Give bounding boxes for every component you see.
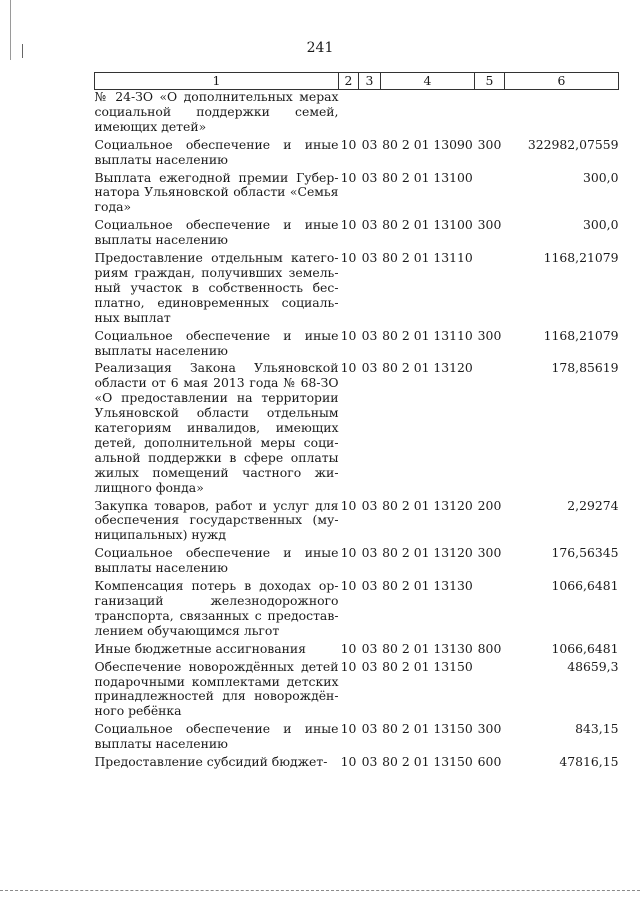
- row-target-code: 80 2 01 13150: [382, 754, 473, 770]
- table-row: [95, 215, 619, 248]
- row-target-code: 80 2 01 13110: [382, 327, 473, 343]
- row-section: 10: [340, 497, 357, 513]
- row-amount: 176,56345: [551, 545, 619, 561]
- row-target-code: 80 2 01 13130: [382, 640, 473, 656]
- row-name: Иные бюджетные ассигнования: [94, 640, 306, 656]
- row-name: Социальное обеспечение и иные выплаты населению: [94, 136, 339, 167]
- row-subsection: 03: [361, 658, 378, 674]
- row-amount: 178,85619: [551, 360, 619, 376]
- row-section: 10: [340, 360, 357, 376]
- row-subsection: 03: [361, 136, 378, 152]
- table-row: [95, 752, 619, 770]
- row-expense-type: 800: [477, 640, 502, 656]
- row-expense-type: [475, 358, 505, 495]
- row-subsection: 03: [361, 169, 378, 185]
- row-target-code: 80 2 01 13120: [382, 545, 473, 561]
- row-subsection: 03: [361, 754, 378, 770]
- row-target-code: 80 2 01 13100: [382, 169, 473, 185]
- row-name: Закупка товаров, работ и услуг для обеспечения государственных (муниципальных) нужд: [94, 497, 339, 543]
- column-header-2: 2: [339, 73, 359, 90]
- column-header-3: 3: [359, 73, 381, 90]
- row-amount: 2,29274: [567, 497, 619, 513]
- row-amount: [505, 90, 619, 135]
- table-row: [95, 248, 619, 326]
- table-row: [95, 719, 619, 752]
- column-header-4: 4: [381, 73, 475, 90]
- table-row: [95, 135, 619, 168]
- row-expense-type: 200: [477, 497, 502, 513]
- row-section: 10: [340, 327, 357, 343]
- row-name: Социальное обеспечение и иные выплаты населению: [94, 217, 339, 248]
- row-amount: 48659,3: [567, 658, 619, 674]
- row-name: № 24-ЗО «О дополнительных мерах социальной поддержки семей, имеющих детей»: [94, 89, 339, 134]
- row-subsection: [359, 90, 381, 135]
- row-target-code: 80 2 01 13150: [382, 658, 473, 674]
- table-row: [95, 496, 619, 544]
- row-target-code: 80 2 01 13110: [382, 250, 473, 266]
- row-name: Компенсация потерь в доходах организаций железнодорожного транспорта, связанных с предоставлением обучающимся льгот: [94, 578, 339, 638]
- row-section: 10: [340, 721, 357, 737]
- scan-bottom-line: [0, 890, 640, 891]
- row-subsection: 03: [361, 640, 378, 656]
- table-body: [95, 90, 619, 770]
- row-expense-type: [475, 657, 505, 720]
- budget-table: [94, 72, 619, 770]
- row-section: 10: [340, 250, 357, 266]
- column-header-5: 5: [475, 73, 505, 90]
- row-name: Социальное обеспечение и иные выплаты населению: [94, 545, 339, 576]
- row-subsection: 03: [361, 497, 378, 513]
- row-target-code: 80 2 01 13100: [382, 217, 473, 233]
- row-subsection: 03: [361, 578, 378, 594]
- row-subsection: 03: [361, 545, 378, 561]
- row-target-code: 80 2 01 13090: [382, 136, 473, 152]
- row-section: 10: [340, 545, 357, 561]
- row-amount: 1168,21079: [543, 327, 619, 343]
- row-subsection: 03: [361, 721, 378, 737]
- row-name: Предоставление субсидий бюджет-: [94, 754, 328, 770]
- row-name: Реализация Закона Ульяновской области от 6 мая 2013 года № 68-ЗО «О предоставлении на территории Ульяновской области отдельным категориям инвалидов, имеющих детей, дополнительной меры социальной поддержки в сфере оплаты жилых помещений частного жилищного фонда»: [94, 360, 339, 495]
- row-amount: 1066,6481: [551, 578, 619, 594]
- row-target-code: 80 2 01 13150: [382, 721, 473, 737]
- row-subsection: 03: [361, 360, 378, 376]
- row-amount: 322982,07559: [527, 136, 619, 152]
- row-name: Социальное обеспечение и иные выплаты населению: [94, 327, 339, 358]
- row-amount: 47816,15: [559, 754, 619, 770]
- row-expense-type: [475, 248, 505, 326]
- row-section: 10: [340, 217, 357, 233]
- column-header-6: 6: [505, 73, 619, 90]
- row-expense-type: [475, 90, 505, 135]
- table-header: [95, 73, 619, 90]
- column-header-1: 1: [95, 73, 339, 90]
- row-expense-type: [475, 576, 505, 639]
- row-subsection: 03: [361, 217, 378, 233]
- table-row: [95, 90, 619, 135]
- row-name: Предоставление отдельным категориям граждан, получивших земельный участок в собственность бесплатно, единовременных социальных выплат: [94, 250, 339, 325]
- row-expense-type: 300: [477, 721, 502, 737]
- row-amount: 1168,21079: [543, 250, 619, 266]
- row-target-code: 80 2 01 13120: [382, 497, 473, 513]
- row-section: 10: [340, 136, 357, 152]
- row-expense-type: 300: [477, 545, 502, 561]
- row-section: 10: [340, 578, 357, 594]
- table-row: [95, 326, 619, 359]
- row-expense-type: 600: [477, 754, 502, 770]
- row-section: 10: [340, 169, 357, 185]
- table-row: [95, 657, 619, 720]
- row-expense-type: 300: [477, 217, 502, 233]
- row-section: [339, 90, 359, 135]
- row-section: 10: [340, 640, 357, 656]
- row-name: Социальное обеспечение и иные выплаты населению: [94, 721, 339, 752]
- row-section: 10: [340, 658, 357, 674]
- row-target-code: [381, 90, 475, 135]
- row-expense-type: 300: [477, 327, 502, 343]
- row-amount: 300,0: [583, 217, 619, 233]
- row-amount: 300,0: [583, 169, 619, 185]
- row-amount: 1066,6481: [551, 640, 619, 656]
- page-number: 241: [306, 40, 334, 56]
- table-row: [95, 639, 619, 657]
- row-expense-type: [475, 168, 505, 216]
- row-name: Выплата ежегодной премии Губернатора Ульяновской области «Семья года»: [94, 169, 339, 215]
- row-target-code: 80 2 01 13120: [382, 360, 473, 376]
- row-section: 10: [340, 754, 357, 770]
- row-target-code: 80 2 01 13130: [382, 578, 473, 594]
- table-row: [95, 576, 619, 639]
- table-row: [95, 358, 619, 495]
- row-name: Обеспечение новорождённых детей подарочными комплектами детских принадлежностей для новорождённого ребёнка: [94, 658, 339, 719]
- row-subsection: 03: [361, 250, 378, 266]
- row-amount: 843,15: [575, 721, 619, 737]
- table-row: [95, 168, 619, 216]
- row-subsection: 03: [361, 327, 378, 343]
- row-expense-type: 300: [477, 136, 502, 152]
- table-row: [95, 543, 619, 576]
